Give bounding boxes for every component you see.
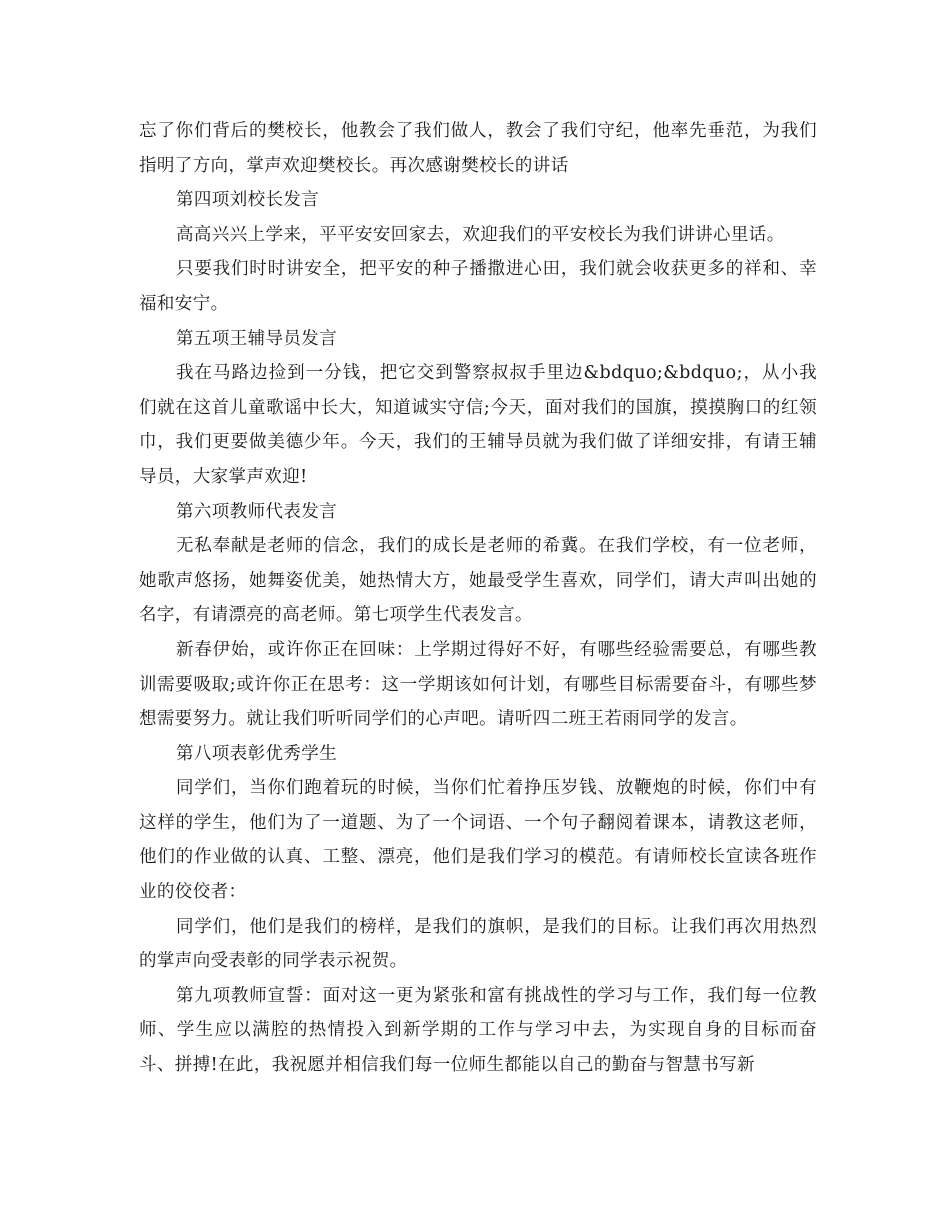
paragraph: 我在马路边捡到一分钱，把它交到警察叔叔手里边&bdquo;&bdquo;，从小我们就在这首儿童歌谣中长大，知道诚实守信;今天，面对我们的国旗，摸摸胸口的红领巾，我们更要做美德少年。今天，我们的王辅导员就为我们做了详细安排，有请王辅导员，大家掌声欢迎! [139, 363, 817, 487]
paragraph: 高高兴兴上学来，平平安安回家去，欢迎我们的平安校长为我们讲讲心里话。 [176, 224, 785, 245]
paragraph: 新春伊始，或许你正在回味：上学期过得好不好，有哪些经验需要总，有哪些教训需要吸取;或许你正在思考：这一学期该如何计划，有哪些目标需要奋斗，有哪些梦想需要努力。就让我们听听同学们的心声吧。请听四二班王若雨同学的发言。 [139, 639, 817, 730]
section-heading: 第六项教师代表发言 [176, 501, 338, 522]
document-body [139, 114, 817, 1083]
paragraph: 忘了你们背后的樊校长，他教会了我们做人，教会了我们守纪，他率先垂范，为我们指明了方向，掌声欢迎樊校长。再次感谢樊校长的讲话 [139, 121, 817, 176]
section-heading: 第四项刘校长发言 [176, 190, 320, 211]
paragraph: 同学们，当你们跑着玩的时候，当你们忙着挣压岁钱、放鞭炮的时候，你们中有这样的学生，他们为了一道题、为了一个词语、一个句子翻阅着课本，请教这老师，他们的作业做的认真、工整、漂亮，他们是我们学习的模范。有请师校长宣读各班作业的佼佼者： [139, 778, 817, 903]
paragraph: 第九项教师宣誓：面对这一更为紧张和富有挑战性的学习与工作，我们每一位教师、学生应以满腔的热情投入到新学期的工作与学习中去，为实现自身的目标而奋斗、拼搏!在此，我祝愿并相信我们每一位师生都能以自己的勤奋与智慧书写新 [139, 985, 817, 1076]
section-heading: 第五项王辅导员发言 [176, 328, 338, 349]
paragraph: 无私奉献是老师的信念，我们的成长是老师的希冀。在我们学校，有一位老师，她歌声悠扬，她舞姿优美，她热情大方，她最受学生喜欢，同学们，请大声叫出她的名字，有请漂亮的高老师。第七项学生代表发言。 [139, 536, 817, 626]
paragraph: 同学们，他们是我们的榜样，是我们的旗帜，是我们的目标。让我们再次用热烈的掌声向受表彰的同学表示祝贺。 [139, 916, 817, 972]
paragraph: 只要我们时时讲安全，把平安的种子播撒进心田，我们就会收获更多的祥和、幸福和安宁。 [139, 259, 817, 314]
section-heading: 第八项表彰优秀学生 [176, 743, 338, 764]
